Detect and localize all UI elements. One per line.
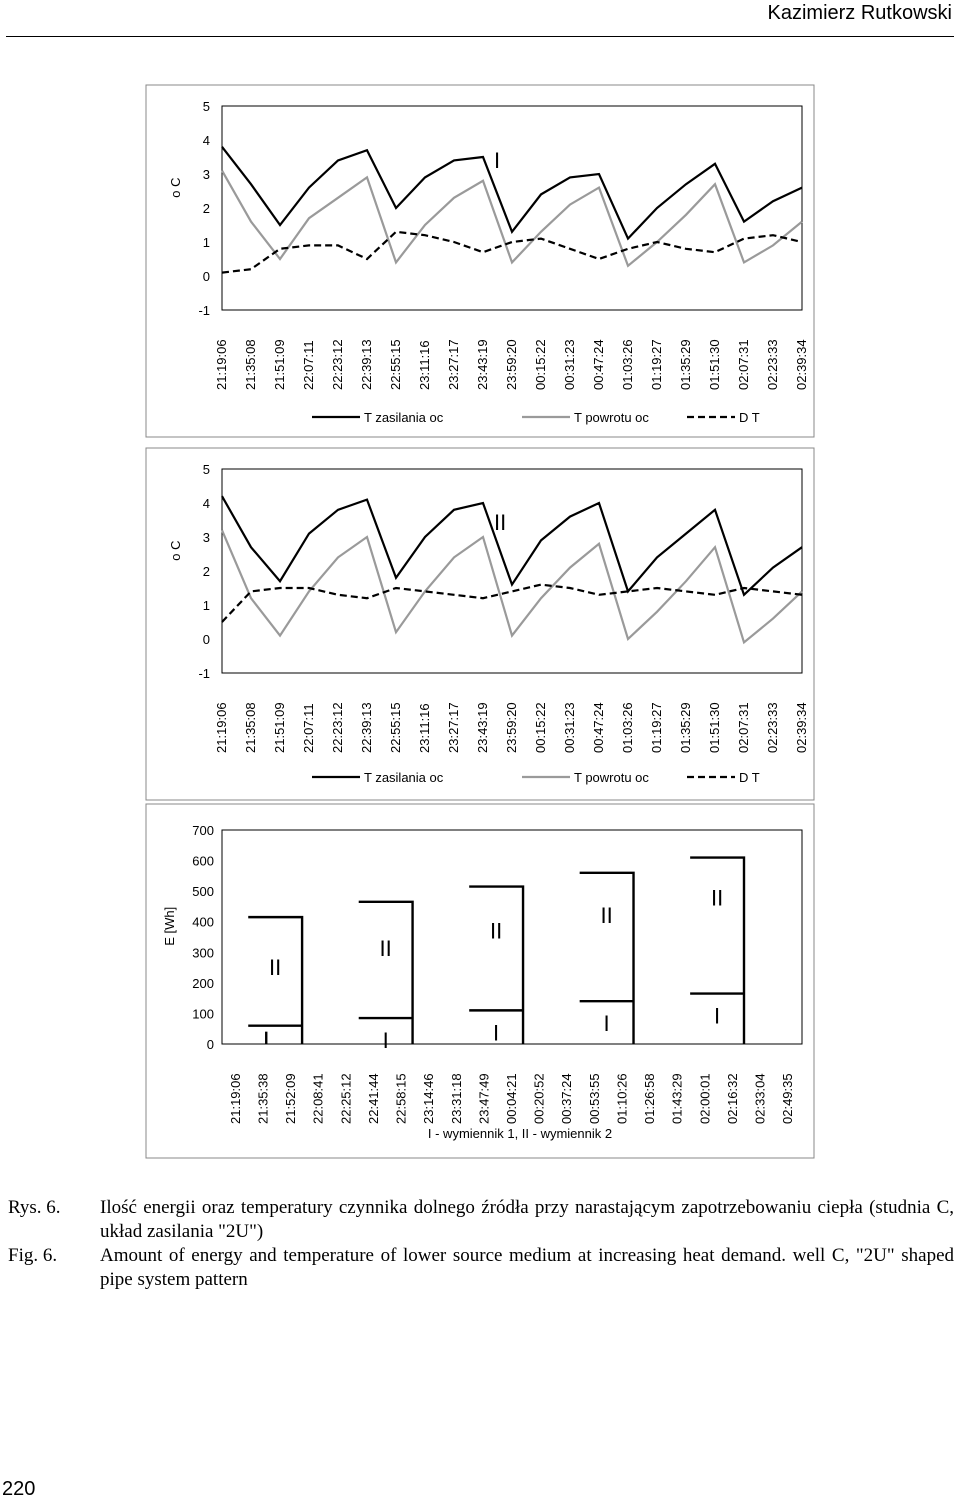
x-tick-label: 21:35:08 <box>243 702 258 753</box>
x-tick-label: 02:16:32 <box>724 1073 740 1124</box>
x-tick-label: 23:47:49 <box>476 1073 492 1124</box>
bar-label-I: I <box>714 1003 721 1029</box>
bar-label-II: II <box>490 918 503 944</box>
figure-caption <box>8 1196 954 1292</box>
line-chart-panel-1 <box>146 85 814 437</box>
page-number: 220 <box>2 1478 36 1500</box>
y-tick-label: 1 <box>202 598 210 613</box>
plot-area <box>222 106 802 310</box>
y-tick-label: 2 <box>202 564 210 579</box>
y-tick-label: 0 <box>202 632 210 647</box>
caption-english-text: Amount of energy and temperature of lower source medium at increasing heat demand. well C, "2U" shaped pipe system pattern <box>100 1245 954 1290</box>
x-tick-label: 22:23:12 <box>330 702 345 753</box>
x-tick-label: 00:20:52 <box>531 1073 547 1124</box>
x-tick-label: 23:14:46 <box>421 1073 437 1124</box>
running-header-author: Kazimierz Rutkowski <box>767 2 952 24</box>
x-tick-label: 02:07:31 <box>736 702 751 753</box>
energy-bar-chart <box>146 804 814 1158</box>
legend-label: T powrotu oc <box>574 410 649 425</box>
x-tick-label: 02:23:33 <box>765 339 780 390</box>
x-tick-label: 01:51:30 <box>707 702 722 753</box>
caption-english <box>8 1244 954 1292</box>
y-tick-label: 5 <box>202 99 210 114</box>
y-tick-label: 500 <box>192 884 214 900</box>
y-tick-label: 200 <box>192 975 214 991</box>
y-tick-label: 5 <box>202 462 210 477</box>
bar-label-I: I <box>382 1028 389 1054</box>
x-tick-label: 23:59:20 <box>504 339 519 390</box>
x-tick-label: 23:11:16 <box>417 340 432 390</box>
x-tick-label: 01:35:29 <box>678 339 693 390</box>
x-tick-label: 00:47:24 <box>591 702 606 753</box>
caption-polish <box>8 1196 954 1244</box>
y-tick-label: 0 <box>202 269 210 284</box>
x-tick-label: 01:51:30 <box>707 339 722 390</box>
x-tick-label: 02:33:04 <box>752 1073 768 1124</box>
x-tick-label: 02:39:34 <box>794 702 809 753</box>
x-tick-label: 02:39:34 <box>794 339 809 390</box>
x-tick-label: 22:25:12 <box>338 1073 354 1124</box>
x-tick-label: 01:03:26 <box>620 339 635 390</box>
x-tick-label: 21:19:06 <box>214 339 229 390</box>
x-tick-label: 23:59:20 <box>504 702 519 753</box>
x-tick-label: 01:26:58 <box>642 1073 658 1124</box>
x-tick-label: 21:51:09 <box>272 702 287 753</box>
y-axis-label: o C <box>168 177 183 198</box>
x-tick-label: 22:55:15 <box>388 339 403 390</box>
x-tick-label: 02:23:33 <box>765 702 780 753</box>
y-tick-label: 400 <box>192 914 214 930</box>
y-tick-label: 4 <box>202 133 210 148</box>
plot-area <box>222 469 802 673</box>
x-tick-label: 22:55:15 <box>388 702 403 753</box>
bar-label-II: II <box>710 885 724 911</box>
legend-label: T zasilania oc <box>364 410 444 425</box>
x-tick-label: 01:19:27 <box>649 702 664 753</box>
x-tick-label: 22:07:11 <box>301 703 316 753</box>
y-tick-label: 100 <box>192 1006 214 1022</box>
x-tick-label: 23:27:17 <box>446 702 461 753</box>
y-tick-label: -1 <box>198 303 210 318</box>
x-tick-label: 01:35:29 <box>678 702 693 753</box>
x-tick-label: 02:49:35 <box>780 1073 796 1124</box>
x-tick-label: 00:47:24 <box>591 339 606 390</box>
x-tick-label: 21:35:38 <box>255 1073 271 1124</box>
x-tick-label: 23:43:19 <box>475 702 490 753</box>
x-tick-label: 22:23:12 <box>330 339 345 390</box>
x-tick-label: 23:11:16 <box>417 703 432 753</box>
panel-label: I <box>494 148 501 173</box>
x-tick-label: 22:07:11 <box>301 340 316 390</box>
y-tick-label: 0 <box>206 1037 214 1052</box>
x-tick-label: 22:08:41 <box>310 1073 326 1124</box>
x-tick-label: 00:37:24 <box>559 1073 575 1124</box>
x-tick-label: 00:15:22 <box>533 339 548 390</box>
bar-label-I: I <box>603 1011 610 1037</box>
caption-polish-text: Ilość energii oraz temperatury czynnika dolnego źródła przy narastającym zapotrzebowaniu ciepła (studnia C, układ zasilania "2U") <box>100 1197 954 1242</box>
y-axis-label: o C <box>168 540 183 561</box>
legend-label: D T <box>739 410 760 425</box>
y-tick-label: 300 <box>192 945 214 961</box>
legend-label: T zasilania oc <box>364 770 444 785</box>
x-tick-label: 22:41:44 <box>365 1073 381 1124</box>
x-tick-label: 21:52:09 <box>283 1073 299 1124</box>
y-tick-label: -1 <box>198 666 210 681</box>
y-tick-label: 600 <box>192 853 214 869</box>
x-tick-label: 22:39:13 <box>359 702 374 753</box>
y-tick-label: 700 <box>192 823 214 838</box>
x-tick-label: 22:39:13 <box>359 339 374 390</box>
legend-label: D T <box>739 770 760 785</box>
x-tick-label: 00:31:23 <box>562 339 577 390</box>
legend-label: T powrotu oc <box>574 770 649 785</box>
x-tick-label: 21:51:09 <box>272 339 287 390</box>
x-tick-label: 01:43:29 <box>669 1073 685 1124</box>
x-tick-label: 21:35:08 <box>243 339 258 390</box>
panel-label: II <box>494 510 507 535</box>
x-tick-label: 02:07:31 <box>736 339 751 390</box>
legend-exchangers: I - wymiennik 1, II - wymiennik 2 <box>427 1126 613 1141</box>
y-tick-label: 3 <box>202 530 210 545</box>
x-tick-label: 01:19:27 <box>649 339 664 390</box>
x-tick-label: 00:04:21 <box>504 1073 519 1124</box>
x-tick-label: 21:19:06 <box>214 702 229 753</box>
x-tick-label: 23:31:18 <box>448 1073 464 1124</box>
y-tick-label: 1 <box>202 235 210 250</box>
x-tick-label: 00:53:55 <box>586 1073 602 1124</box>
caption-polish-label: Rys. 6. <box>8 1197 61 1218</box>
x-tick-label: 01:03:26 <box>620 702 635 753</box>
y-tick-label: 2 <box>202 201 210 216</box>
bar-label-I: I <box>493 1020 500 1046</box>
y-tick-label: 4 <box>202 496 210 511</box>
bar-label-II: II <box>600 902 613 928</box>
x-tick-label: 23:27:17 <box>446 339 461 390</box>
x-tick-label: 02:00:01 <box>697 1073 713 1124</box>
bar-label-II: II <box>379 935 392 961</box>
x-tick-label: 00:31:23 <box>562 702 577 753</box>
line-chart-panel-2 <box>146 448 814 800</box>
y-tick-label: 3 <box>202 167 210 182</box>
bar-label-II: II <box>269 955 282 981</box>
x-tick-label: 22:58:15 <box>393 1073 409 1124</box>
x-tick-label: 00:15:22 <box>533 702 548 753</box>
x-tick-label: 01:10:26 <box>614 1073 630 1124</box>
caption-english-label: Fig. 6. <box>8 1245 58 1266</box>
x-tick-label: 21:19:06 <box>227 1073 243 1124</box>
x-tick-label: 23:43:19 <box>475 339 490 390</box>
y-axis-label: E [Wh] <box>162 906 177 946</box>
